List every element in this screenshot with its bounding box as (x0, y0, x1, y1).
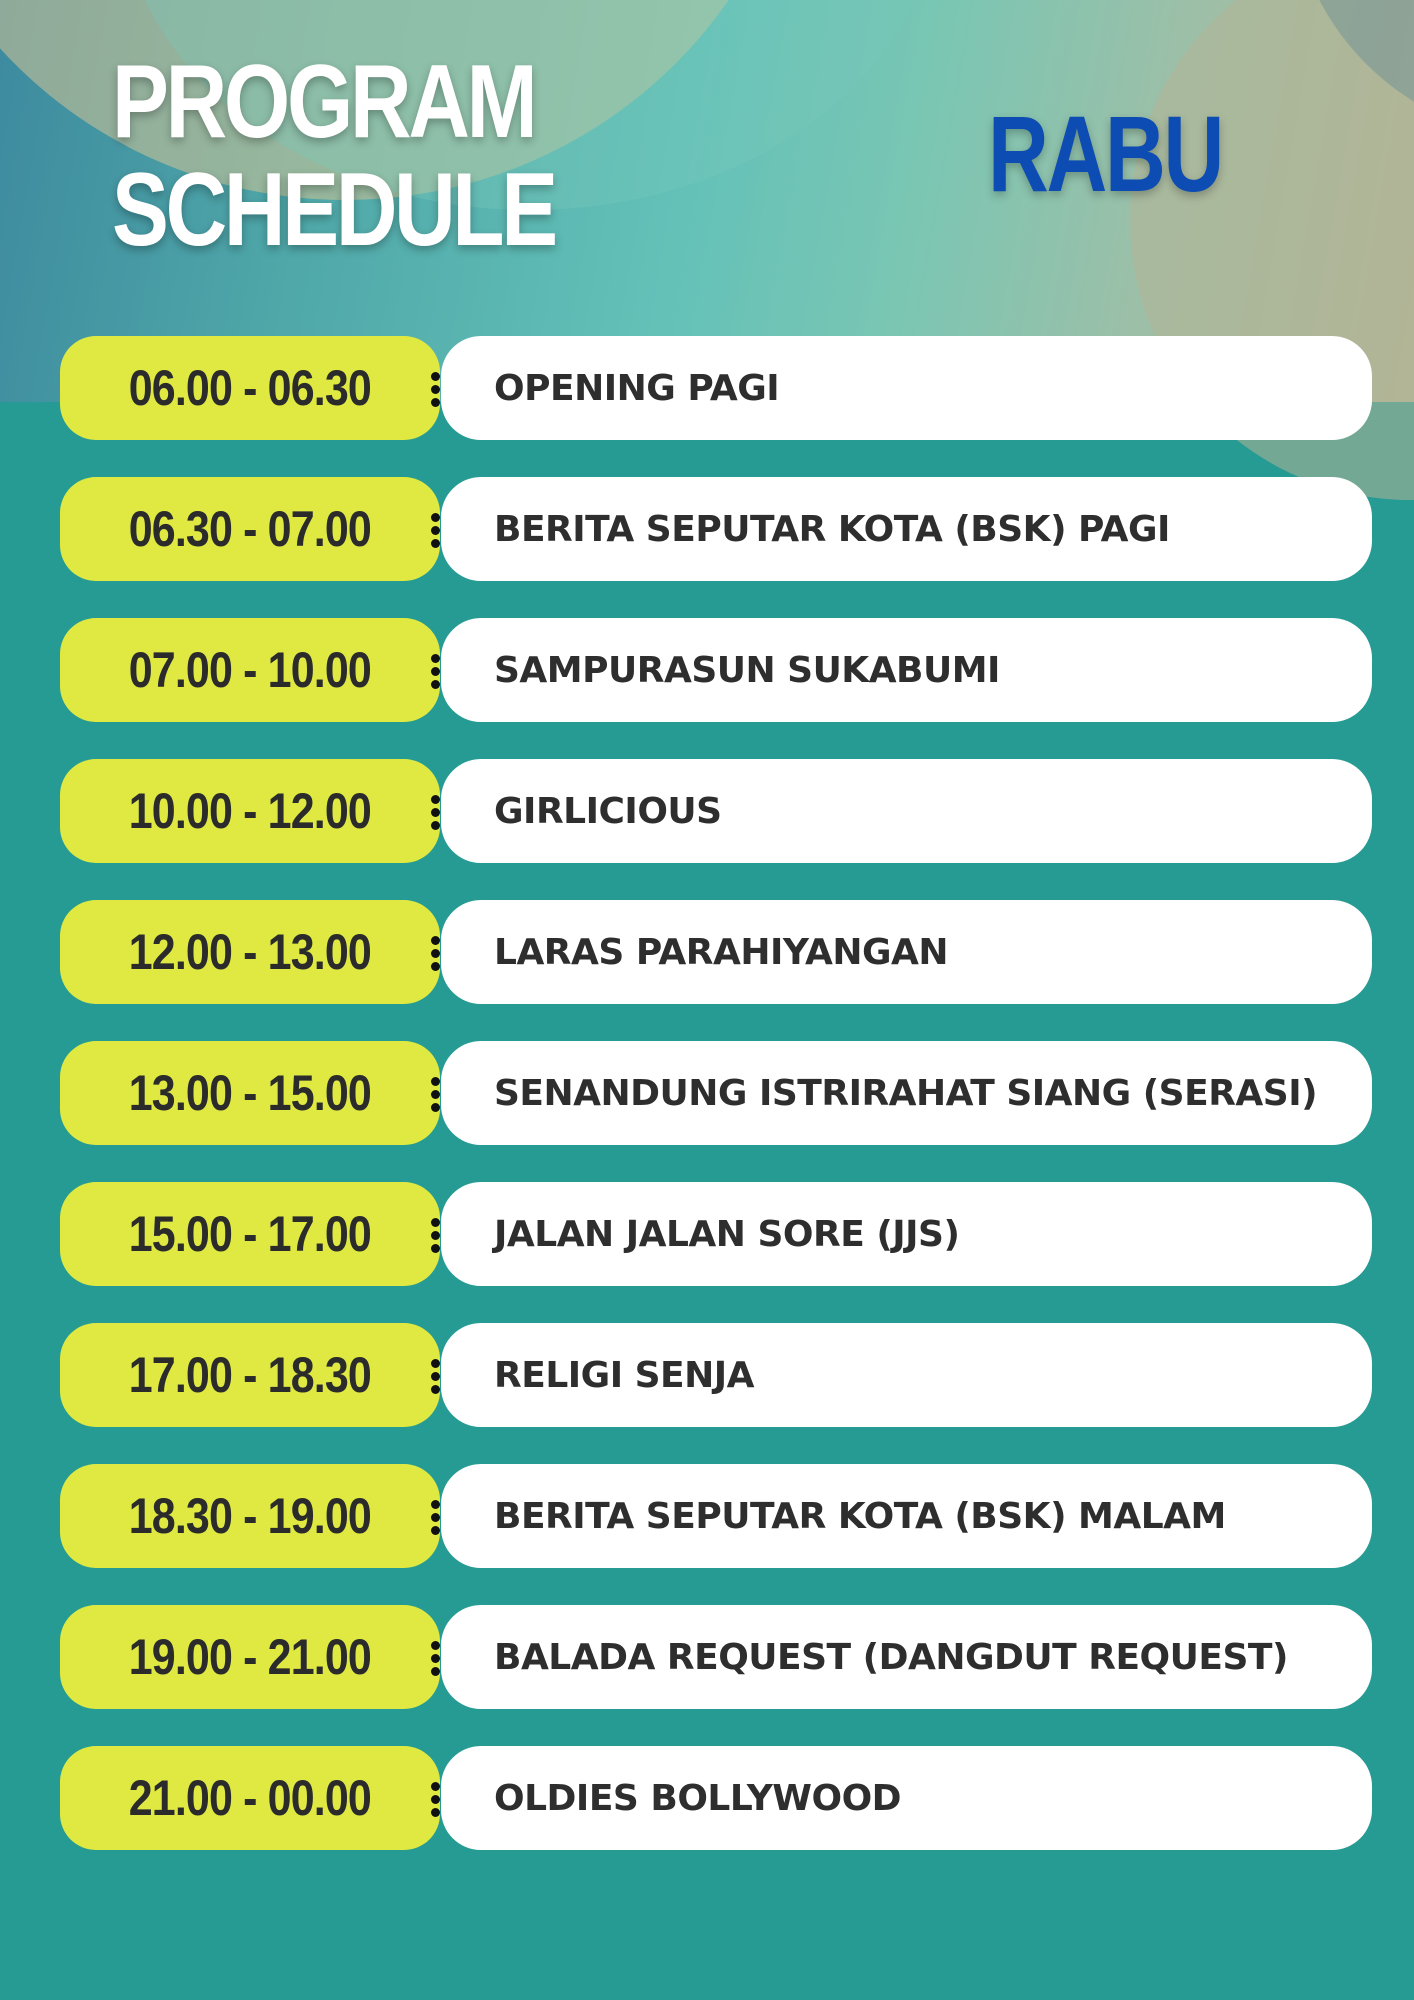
time-slot-pill (60, 336, 440, 440)
time-slot-pill (60, 759, 440, 863)
separator-dots (431, 1218, 441, 1254)
program-pill (441, 618, 1372, 722)
separator-dots (431, 795, 441, 831)
schedule-row (60, 336, 1372, 440)
program-name: RELIGI SENJA (494, 1354, 755, 1396)
separator-dots (431, 1359, 441, 1395)
separator-dots (431, 1782, 441, 1818)
time-slot-text: 06.30 - 07.00 (128, 501, 372, 557)
title-line-1: PROGRAM (112, 44, 535, 160)
schedule-row (60, 477, 1372, 581)
program-name: BERITA SEPUTAR KOTA (BSK) MALAM (494, 1495, 1226, 1537)
time-slot-text: 18.30 - 19.00 (128, 1488, 372, 1544)
day-label: RABU (988, 93, 1222, 214)
time-slot-text: 07.00 - 10.00 (128, 642, 372, 698)
schedule-list (60, 336, 1372, 1887)
time-slot-text: 13.00 - 15.00 (128, 1065, 372, 1121)
program-pill (441, 477, 1372, 581)
time-slot-pill (60, 1182, 440, 1286)
time-slot-text: 12.00 - 13.00 (128, 924, 372, 980)
time-slot-pill (60, 1605, 440, 1709)
separator-dots (431, 513, 441, 549)
program-pill (441, 336, 1372, 440)
time-slot-text: 17.00 - 18.30 (128, 1347, 372, 1403)
time-slot-text: 21.00 - 00.00 (128, 1770, 372, 1826)
time-slot-text: 06.00 - 06.30 (128, 360, 372, 416)
separator-dots (431, 1077, 441, 1113)
program-pill (441, 759, 1372, 863)
time-slot-pill (60, 1746, 440, 1850)
schedule-row (60, 618, 1372, 722)
schedule-row (60, 900, 1372, 1004)
program-pill (441, 900, 1372, 1004)
time-slot-pill (60, 900, 440, 1004)
schedule-row (60, 1746, 1372, 1850)
time-slot-pill (60, 477, 440, 581)
schedule-row (60, 1464, 1372, 1568)
schedule-row (60, 1041, 1372, 1145)
separator-dots (431, 1500, 441, 1536)
time-slot-text: 10.00 - 12.00 (128, 783, 372, 839)
time-slot-text: 19.00 - 21.00 (128, 1629, 372, 1685)
program-name: OLDIES BOLLYWOOD (494, 1777, 902, 1819)
program-pill (441, 1041, 1372, 1145)
time-slot-pill (60, 618, 440, 722)
schedule-row (60, 1605, 1372, 1709)
schedule-row (60, 1323, 1372, 1427)
page-title (112, 44, 555, 268)
program-name: OPENING PAGI (494, 367, 780, 409)
time-slot-pill (60, 1464, 440, 1568)
time-slot-pill (60, 1323, 440, 1427)
program-pill (441, 1323, 1372, 1427)
program-name: SAMPURASUN SUKABUMI (494, 649, 1000, 691)
title-line-2: SCHEDULE (112, 152, 555, 268)
program-name: LARAS PARAHIYANGAN (494, 931, 949, 973)
program-name: BERITA SEPUTAR KOTA (BSK) PAGI (494, 508, 1170, 550)
program-pill (441, 1464, 1372, 1568)
time-slot-text: 15.00 - 17.00 (128, 1206, 372, 1262)
separator-dots (431, 936, 441, 972)
program-pill (441, 1182, 1372, 1286)
time-slot-pill (60, 1041, 440, 1145)
schedule-row (60, 1182, 1372, 1286)
program-name: BALADA REQUEST (DANGDUT REQUEST) (494, 1636, 1288, 1678)
program-name: SENANDUNG ISTRIRAHAT SIANG (SERASI) (494, 1072, 1318, 1114)
separator-dots (431, 1641, 441, 1677)
program-name: JALAN JALAN SORE (JJS) (494, 1213, 960, 1255)
program-name: GIRLICIOUS (494, 790, 722, 832)
separator-dots (431, 372, 441, 408)
separator-dots (431, 654, 441, 690)
program-pill (441, 1746, 1372, 1850)
program-pill (441, 1605, 1372, 1709)
schedule-row (60, 759, 1372, 863)
